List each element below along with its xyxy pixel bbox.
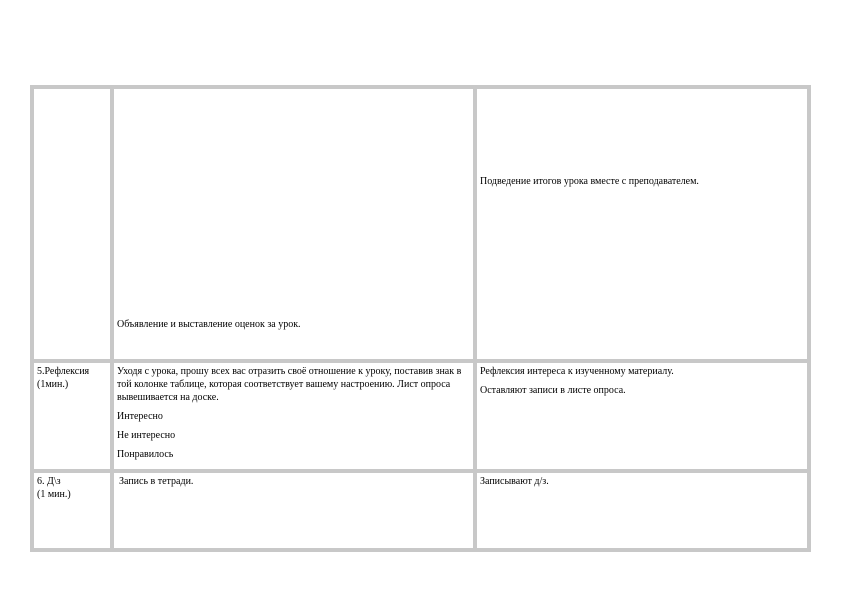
row2-stage-time: (1мин.) — [37, 379, 69, 390]
row2-stage-title: 5.Рефлексия — [37, 366, 90, 377]
row3-teacher-text: Запись в тетради. — [119, 476, 194, 487]
row1-teacher-cell — [114, 89, 473, 359]
row1-stage-cell — [34, 89, 110, 359]
row2-students-reflection: Рефлексия интереса к изученному материалу. — [480, 366, 674, 377]
row2-students-records: Оставляют записи в листе опроса. — [480, 385, 626, 396]
row2-stage-cell — [34, 363, 110, 469]
row2-option-interesting: Интересно — [117, 411, 163, 422]
row3-stage-cell — [34, 473, 110, 548]
lesson-plan-table — [30, 85, 811, 552]
row2-option-not-interesting: Не интересно — [117, 430, 176, 441]
row2-teacher-cell — [114, 363, 473, 469]
row2-option-liked: Понравилось — [117, 449, 174, 460]
row3-students-text: Записывают д/з. — [480, 476, 549, 487]
row2-students-cell — [477, 363, 807, 469]
row1-students-text: Подведение итогов урока вместе с преподавателем. — [480, 176, 699, 187]
row3-stage-time: (1 мин.) — [37, 489, 71, 500]
row3-teacher-cell — [114, 473, 473, 548]
row3-stage-title: 6. Д\з — [37, 476, 61, 487]
row3-students-cell — [477, 473, 807, 548]
row2-teacher-instruction: Уходя с урока, прошу всех вас отразить своё отношение к уроку, поставив знак в той колонке таблице, которая соответствует вашему настроению. Лист опроса вывешивается на доске. — [117, 366, 462, 403]
row1-students-cell — [477, 89, 807, 359]
row1-teacher-text: Объявление и выставление оценок за урок. — [117, 319, 301, 330]
